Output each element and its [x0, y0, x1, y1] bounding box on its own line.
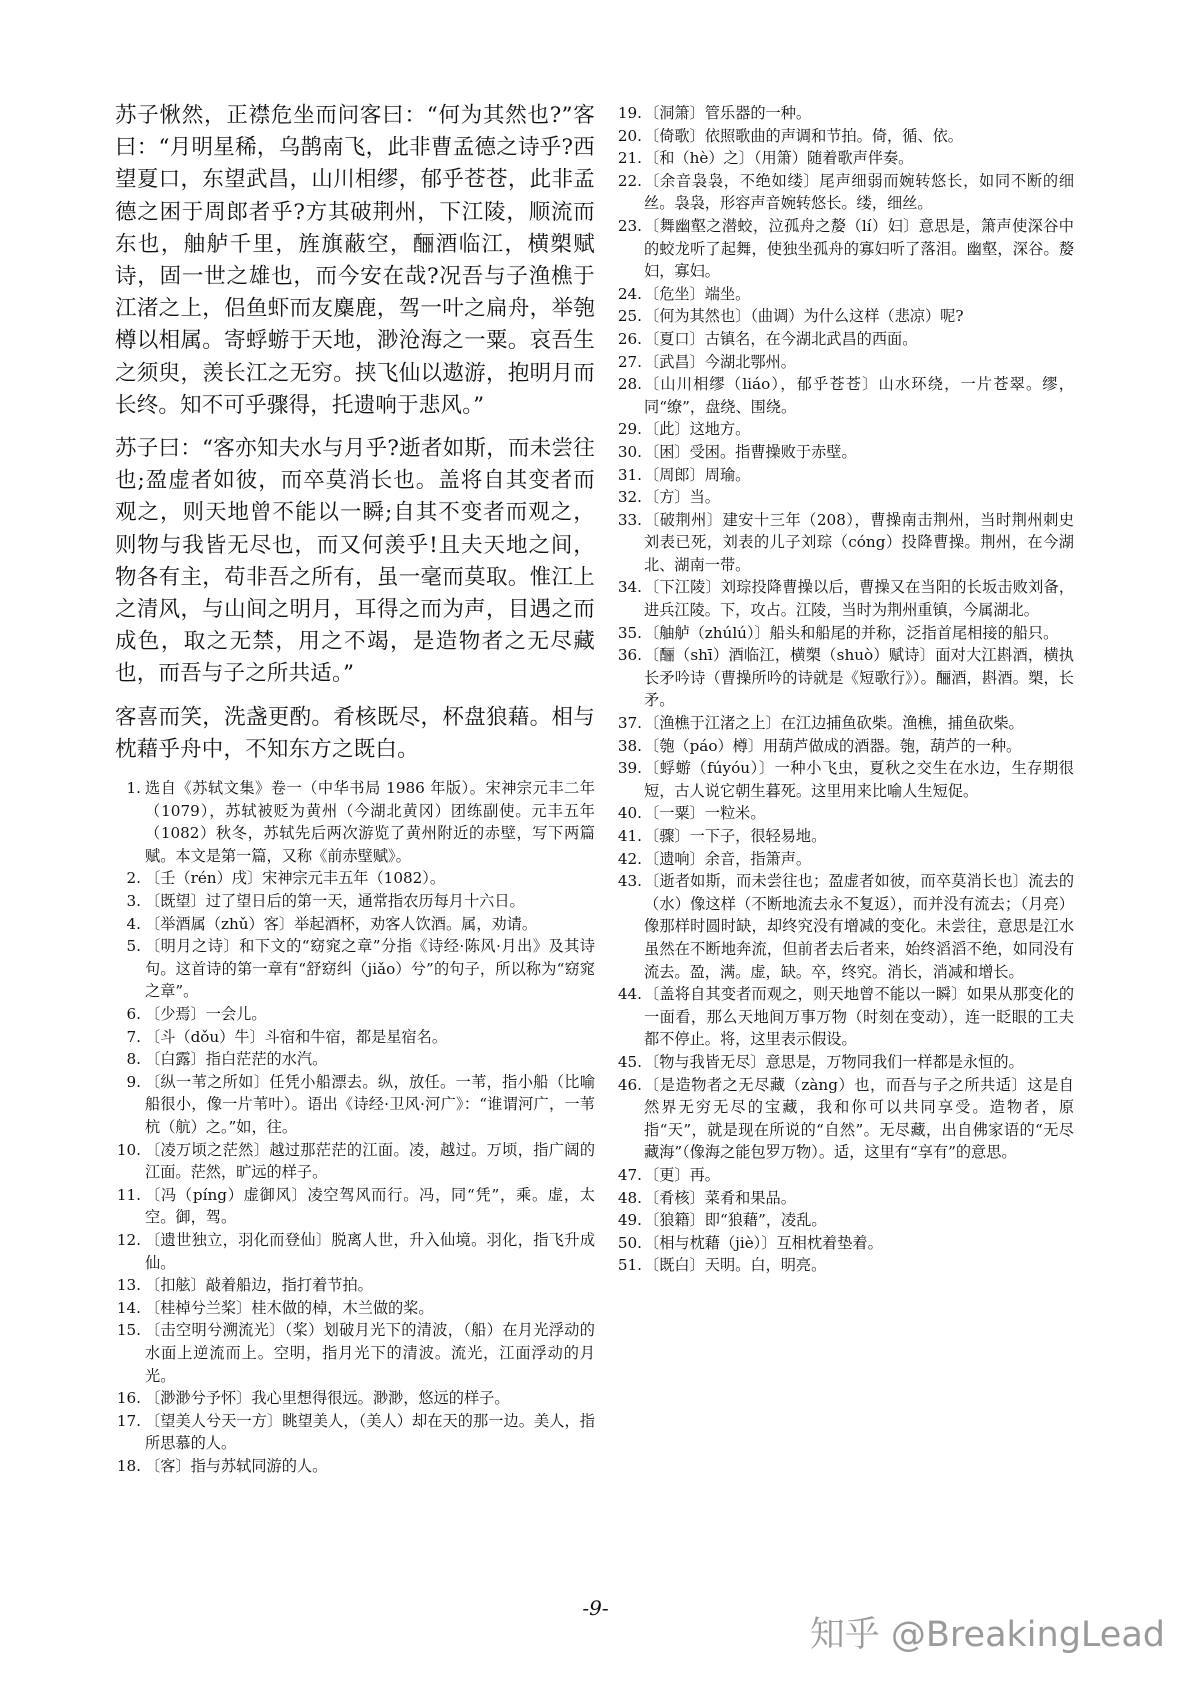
note-item: [608, 1232, 1074, 1255]
note-item: [608, 125, 1074, 148]
note-text: 〔举酒属（zhǔ）客〕举起酒杯，劝客人饮酒。属，劝请。: [145, 914, 538, 933]
note-text: 〔渔樵于江渚之上〕在江边捕鱼砍柴。渔樵，捕鱼砍柴。: [644, 714, 1024, 733]
note-number: 17.: [116, 1411, 141, 1430]
note-item: [608, 102, 1074, 125]
note-number: 16.: [116, 1389, 141, 1408]
note-text: 〔一粟〕一粒米。: [644, 804, 766, 823]
note-item: [608, 576, 1074, 621]
note-text: 〔遗响〕余音，指箫声。: [644, 849, 812, 868]
note-text: 〔山川相缪（liáo），郁乎苍苍〕山水环绕，一片苍翠。缪，同“缭”，盘绕、围绕。: [644, 375, 1074, 416]
note-text: 〔白露〕指白茫茫的水汽。: [145, 1050, 328, 1069]
note-item: [608, 147, 1074, 170]
note-number: 18.: [116, 1456, 141, 1475]
note-text: 〔遗世独立，羽化而登仙〕脱离人世，升入仙境。羽化，指飞升成仙。: [145, 1230, 595, 1272]
note-text: 〔周郎〕周瑜。: [644, 465, 751, 484]
note-item: [608, 170, 1074, 215]
note-number: 32.: [617, 488, 642, 507]
note-item: [608, 870, 1074, 983]
note-item: [115, 1003, 595, 1026]
note-text: 〔凌万顷之茫然〕越过那茫茫的江面。凌，越过。万顷，指广阔的江面。茫然，旷远的样子。: [145, 1140, 595, 1182]
note-text: 〔蜉蝣（fúyóu）〕一种小飞虫，夏秋之交生在水边，生存期很短，古人说它朝生暮死。这里用来比喻人生短促。: [644, 759, 1074, 800]
note-text: 〔客〕指与苏轼同游的人。: [145, 1456, 328, 1475]
note-item: [608, 1187, 1074, 1210]
note-number: 27.: [617, 352, 642, 371]
note-number: 51.: [617, 1256, 642, 1275]
note-item: [608, 373, 1074, 418]
note-item: [115, 867, 595, 890]
note-number: 39.: [617, 759, 642, 778]
note-item: [115, 1387, 595, 1410]
note-text: 〔破荆州〕建安十三年（208），曹操南击荆州，当时荆州刺史刘表已死，刘表的儿子刘琮（cóng）投降曹操。荆州，在今湖北、湖南一带。: [644, 510, 1074, 574]
main-text: [115, 100, 595, 766]
note-item: [608, 464, 1074, 487]
note-text: 〔冯（píng）虚御风〕凌空驾风而行。冯，同“凭”，乘。虚，太空。御，驾。: [145, 1185, 595, 1227]
note-number: 38.: [617, 736, 642, 755]
note-text: 〔既白〕天明。白，明亮。: [644, 1256, 827, 1275]
note-text: 〔纵一苇之所如〕任凭小船漂去。纵，放任。一苇，指小船（比喻船很小，像一片苇叶）。语出《诗经·卫风·河广》：“谁谓河广，一苇杭（航）之。”如，往。: [145, 1072, 595, 1136]
note-text: 〔是造物者之无尽藏（zàng）也，而吾与子之所共适〕这是自然界无穷无尽的宝藏，我和你可以共同享受。造物者，原指“天”，就是现在所说的“自然”。无尽藏，出自佛家语的“无尽藏海”（像海之能包罗万物）。适，这里有“享有”的意思。: [644, 1075, 1074, 1162]
note-item: [608, 305, 1074, 328]
note-number: 41.: [617, 827, 642, 845]
note-text: 〔倚歌〕依照歌曲的声调和节拍。倚，循、依。: [644, 126, 963, 145]
note-number: 26.: [617, 329, 642, 348]
note-text: 〔望美人兮天一方〕眺望美人，（美人）却在天的那一边。美人，指所思慕的人。: [145, 1411, 595, 1453]
note-item: [608, 1051, 1074, 1074]
note-number: 11.: [116, 1185, 141, 1204]
note-item: [608, 848, 1074, 871]
note-item: [608, 328, 1074, 351]
note-item: [115, 1184, 595, 1229]
note-text: 〔击空明兮溯流光〕（桨）划破月光下的清波，（船）在月光浮动的水面上逆流而上。空明，指月光下的清波。流光，江面浮动的月光。: [145, 1321, 595, 1385]
note-number: 9.: [126, 1072, 141, 1091]
watermark: 知乎 @BreakingLead: [809, 1615, 1165, 1655]
note-number: 30.: [617, 442, 642, 461]
note-text: 〔武昌〕今湖北鄂州。: [644, 352, 796, 371]
note-item: [115, 890, 595, 913]
note-number: 10.: [116, 1140, 141, 1159]
note-item: [608, 712, 1074, 735]
note-text: 〔相与枕藉（jiè）〕互相枕着垫着。: [644, 1233, 883, 1252]
note-item: [608, 351, 1074, 374]
note-item: [608, 735, 1074, 758]
note-text: 〔狼籍〕即“狼藉”，凌乱。: [644, 1211, 827, 1230]
note-number: 23.: [617, 216, 642, 235]
note-number: 49.: [617, 1211, 642, 1230]
note-text: 〔舳舻（zhúlú）〕船头和船尾的并称，泛指首尾相接的船只。: [644, 623, 1059, 642]
note-item: [608, 1074, 1074, 1164]
note-number: 1.: [126, 779, 141, 798]
note-number: 28.: [617, 375, 642, 394]
note-text: 〔困〕受困。指曹操败于赤壁。: [644, 442, 857, 461]
note-text: 〔匏（páo）樽〕用葫芦做成的酒器。匏，葫芦的一种。: [644, 736, 1022, 755]
note-item: [608, 1254, 1074, 1277]
note-number: 20.: [617, 126, 642, 145]
note-item: [608, 1164, 1074, 1187]
note-number: 19.: [617, 104, 642, 122]
note-number: 35.: [617, 623, 642, 642]
annotation-list-right: [608, 102, 1074, 1277]
note-number: 37.: [617, 714, 642, 733]
note-text: 〔既望〕过了望日后的第一天，通常指农历每月十六日。: [145, 892, 525, 911]
note-number: 48.: [617, 1188, 642, 1207]
paragraph-1: 苏子愀然，正襟危坐而问客曰：“何为其然也?”客曰：“月明星稀，乌鹊南飞，此非曹孟德之诗乎?西望夏口，东望武昌，山川相缪，郁乎苍苍，此非孟德之困于周郎者乎?方其破荆州，下江陵，顺流而东也，舳舻千里，旌旗蔽空，酾酒临江，横槊赋诗，固一世之雄也，而今安在哉?况吾与子渔樵于江渚之上，侣鱼虾而友麋鹿，驾一叶之扁舟，举匏樽以相属。寄蜉蝣于天地，渺沧海之一粟。哀吾生之须臾，羡长江之无穷。挟飞仙以遨游，抱明月而长终。知不可乎骤得，托遗响于悲风。”: [115, 103, 595, 418]
note-text: 〔物与我皆无尽〕意思是，万物同我们一样都是永恒的。: [644, 1052, 1024, 1071]
note-item: [608, 486, 1074, 509]
note-number: 22.: [617, 171, 642, 190]
note-text: 〔斗（dǒu）牛〕斗宿和牛宿，都是星宿名。: [145, 1027, 448, 1046]
note-number: 7.: [126, 1027, 141, 1046]
note-number: 25.: [617, 307, 642, 326]
note-item: [115, 1410, 595, 1455]
paragraph-3: 客喜而笑，洗盏更酌。肴核既尽，杯盘狼藉。相与枕藉乎舟中，不知东方之既白。: [115, 704, 595, 762]
note-text: 〔扣舷〕敲着船边，指打着节拍。: [145, 1276, 373, 1295]
note-item: [115, 777, 595, 867]
note-text: 〔夏口〕古镇名，在今湖北武昌的西面。: [644, 329, 918, 348]
note-item: [608, 802, 1074, 825]
note-number: 47.: [617, 1165, 642, 1184]
note-item: [115, 1048, 595, 1071]
note-number: 46.: [617, 1075, 642, 1094]
note-number: 43.: [617, 872, 642, 891]
note-item: [608, 644, 1074, 712]
page-number: -9-: [582, 1596, 609, 1620]
note-text: 〔明月之诗〕和下文的“窈窕之章”分指《诗经·陈风·月出》及其诗句。这首诗的第一章有“舒窈纠（jiǎo）兮”的句子，所以称为“窈窕之章”。: [145, 937, 595, 1001]
note-number: 6.: [126, 1005, 141, 1023]
note-number: 14.: [116, 1298, 141, 1317]
note-item: [608, 215, 1074, 283]
note-item: [608, 1209, 1074, 1232]
note-text: 〔下江陵〕刘琮投降曹操以后，曹操又在当阳的长坂击败刘备，进兵江陵。下，攻占。江陵，当时为荆州重镇，今属湖北。: [644, 578, 1074, 620]
note-text: 〔少焉〕一会儿。: [145, 1005, 267, 1023]
note-number: 5.: [126, 937, 141, 956]
note-item: [608, 757, 1074, 802]
note-number: 24.: [617, 284, 642, 303]
note-text: 〔肴核〕菜肴和果品。: [644, 1188, 796, 1207]
note-text: 〔危坐〕端坐。: [644, 284, 751, 303]
note-number: 29.: [617, 420, 642, 439]
paragraph-2: 苏子曰：“客亦知夫水与月乎?逝者如斯，而未尝往也;盈虚者如彼，而卒莫消长也。盖将自其变者而观之，则天地曾不能以一瞬;自其不变者而观之，则物与我皆无尽也，而又何羡乎!且夫天地之间，物各有主，苟非吾之所有，虽一毫而莫取。惟江上之清风，与山间之明月，耳得之而为声，目遇之而成色，取之无禁，用之不竭，是造物者之无尽藏也，而吾与子之所共适。”: [115, 436, 595, 687]
note-text: 选自《苏轼文集》卷一（中华书局 1986 年版）。宋神宗元丰二年（1079），苏轼被贬为黄州（今湖北黄冈）团练副使。元丰五年（1082）秋冬，苏轼先后两次游览了黄州附近的赤壁，写下两篇赋。本文是第一篇，又称《前赤壁赋》。: [145, 779, 595, 865]
note-item: [115, 1139, 595, 1184]
left-column: [115, 100, 595, 1477]
note-item: [115, 1229, 595, 1274]
note-number: 2.: [126, 869, 141, 888]
note-number: 40.: [617, 804, 642, 823]
note-text: 〔舞幽壑之潜蛟，泣孤舟之嫠（lí）妇〕意思是，箫声使深谷中的蛟龙听了起舞，使独坐孤舟的寡妇听了落泪。幽壑，深谷。嫠妇，寡妇。: [644, 216, 1074, 281]
note-item: [115, 1455, 595, 1478]
note-number: 13.: [116, 1276, 141, 1295]
note-number: 34.: [617, 578, 642, 597]
note-text: 〔和（hè）之〕（用箫）随着歌声伴奏。: [644, 149, 914, 168]
note-item: [115, 1319, 595, 1387]
note-item: [115, 1297, 595, 1320]
note-number: 42.: [617, 849, 642, 868]
note-item: [608, 825, 1074, 848]
note-item: [115, 1274, 595, 1297]
note-item: [115, 913, 595, 936]
note-text: 〔桂棹兮兰桨〕桂木做的棹，木兰做的桨。: [145, 1298, 434, 1317]
note-item: [608, 983, 1074, 1051]
note-text: 〔余音袅袅，不绝如缕〕尾声细弱而婉转悠长，如同不断的细丝。袅袅，形容声音婉转悠长。缕，细丝。: [644, 171, 1074, 213]
note-number: 15.: [116, 1321, 141, 1340]
note-text: 〔方〕当。: [644, 488, 720, 507]
note-number: 45.: [617, 1052, 642, 1071]
note-text: 〔壬（rén）戌〕宋神宗元丰五年（1082）。: [145, 869, 446, 888]
note-text: 〔渺渺兮予怀〕我心里想得很远。渺渺，悠远的样子。: [145, 1389, 510, 1408]
note-item: [115, 1071, 595, 1139]
note-text: 〔盖将自其变者而观之，则天地曾不能以一瞬〕如果从那变化的一面看，那么天地间万事万物（时刻在变动），连一眨眼的工夫都不停止。将，这里表示假设。: [644, 985, 1074, 1049]
note-item: [608, 283, 1074, 306]
note-item: [608, 418, 1074, 441]
note-item: [608, 622, 1074, 645]
note-text: 〔酾（shī）酒临江，横槊（shuò）赋诗〕面对大江斟酒，横执长矛吟诗（曹操所吟的诗就是《短歌行》）。酾酒，斟酒。槊，长矛。: [644, 646, 1074, 710]
note-number: 4.: [126, 914, 141, 933]
note-number: 31.: [617, 465, 642, 484]
note-text: 〔此〕这地方。: [644, 420, 751, 439]
note-number: 36.: [617, 646, 642, 665]
note-number: 21.: [617, 149, 642, 168]
note-number: 3.: [126, 892, 141, 911]
note-text: 〔逝者如斯，而未尝往也；盈虚者如彼，而卒莫消长也〕流去的（水）像这样（不断地流去永不复返），而并没有流去；（月亮）像那样时圆时缺，却终究没有增减的变化。未尝往，意思是江水虽然在不断地奔流，但前者去后者来，始终滔滔不绝，如同没有流去。盈，满。虚，缺。卒，终究。消长，消减和增长。: [644, 872, 1074, 981]
right-column: [608, 102, 1074, 1277]
note-item: [608, 509, 1074, 577]
note-item: [115, 935, 595, 1003]
annotation-list-left: [115, 777, 595, 1477]
note-text: 〔骤〕一下子，很轻易地。: [644, 827, 827, 845]
note-text: 〔何为其然也〕（曲调）为什么这样（悲凉）呢?: [644, 307, 964, 326]
note-number: 33.: [617, 510, 642, 529]
note-text: 〔洞箫〕管乐器的一种。: [644, 104, 812, 122]
note-number: 44.: [617, 985, 642, 1004]
note-number: 12.: [116, 1230, 141, 1249]
note-item: [115, 1026, 595, 1049]
note-number: 50.: [617, 1233, 642, 1252]
note-number: 8.: [126, 1050, 141, 1069]
note-text: 〔更〕再。: [644, 1165, 720, 1184]
note-item: [608, 441, 1074, 464]
